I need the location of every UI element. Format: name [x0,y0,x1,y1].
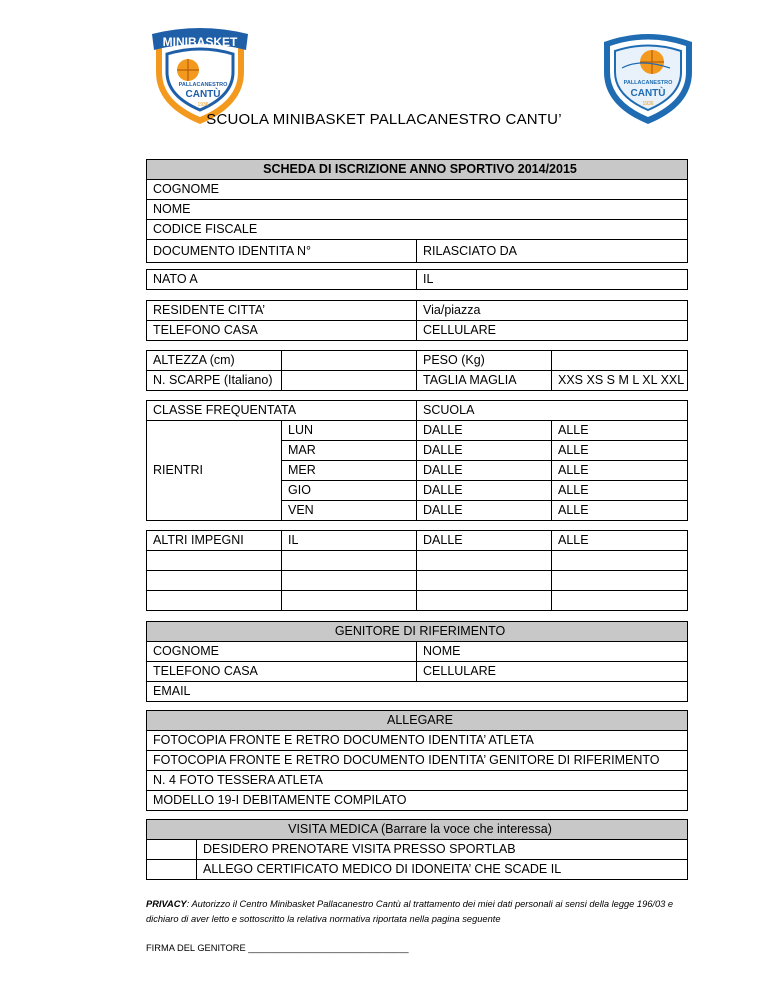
dalle-field[interactable]: DALLE [417,421,552,441]
birth-date-field[interactable]: IL [417,270,688,290]
day-mar: MAR [282,441,417,461]
peso-value[interactable] [552,351,688,371]
blank-cell[interactable] [147,591,282,611]
school-title: SCUOLA MINIBASKET PALLACANESTRO CANTU’ [206,111,562,128]
blank-cell[interactable] [147,551,282,571]
alle-field[interactable]: ALLE [552,481,688,501]
privacy-label: PRIVACY [146,899,187,909]
svg-text:1936: 1936 [642,101,654,107]
alle-field[interactable]: ALLE [552,441,688,461]
nome-field[interactable]: NOME [147,200,688,220]
birth-table [146,269,688,290]
school-schedule-table [146,400,688,521]
blank-cell[interactable] [552,551,688,571]
codice-fiscale-field[interactable]: CODICE FISCALE [147,220,688,240]
alle-field[interactable]: ALLE [552,461,688,481]
altri-impegni-table [146,530,688,611]
day-gio: GIO [282,481,417,501]
scarpe-label: N. SCARPE (Italiano) [147,371,282,391]
allegare-table [146,710,688,811]
allegare-item: FOTOCOPIA FRONTE E RETRO DOCUMENTO IDENTITA’ ATLETA [147,731,688,751]
visita-header: VISITA MEDICA (Barrare la voce che interessa) [147,820,688,840]
svg-text:1936: 1936 [197,102,209,108]
svg-text:CANTÙ: CANTÙ [630,88,666,99]
blank-cell[interactable] [282,551,417,571]
dalle-field[interactable]: DALLE [417,481,552,501]
allegare-header: ALLEGARE [147,711,688,731]
visita-checkbox[interactable] [147,860,197,880]
cellulare-field[interactable]: CELLULARE [417,321,688,341]
documento-field[interactable]: DOCUMENTO IDENTITA N° [147,240,417,263]
alle-field[interactable]: ALLE [552,531,688,551]
blank-cell[interactable] [417,551,552,571]
dalle-field[interactable]: DALLE [417,461,552,481]
blank-cell[interactable] [147,571,282,591]
cognome-field[interactable]: COGNOME [147,180,688,200]
allegare-item: FOTOCOPIA FRONTE E RETRO DOCUMENTO IDENTITA’ GENITORE DI RIFERIMENTO [147,751,688,771]
registration-table [146,159,688,263]
taglia-label: TAGLIA MAGLIA [417,371,552,391]
privacy-text: : Autorizzo il Centro Minibasket Pallacanestro Cantù al trattamento dei miei dati personali ai sensi della legge 196/03 e dichiaro di aver letto e sottoscritto la relativa normativa riportata nella pagina seguente [146,899,674,924]
genitore-table [146,621,688,702]
classe-field[interactable]: CLASSE FREQUENTATA [147,401,417,421]
taglia-options[interactable]: XXS XS S M L XL XXL [552,371,688,391]
blank-cell[interactable] [552,591,688,611]
visita-table [146,819,688,880]
via-field[interactable]: Via/piazza [417,301,688,321]
nato-a-field[interactable]: NATO A [147,270,417,290]
alle-field[interactable]: ALLE [552,501,688,521]
allegare-item: N. 4 FOTO TESSERA ATLETA [147,771,688,791]
blank-cell[interactable] [552,571,688,591]
genitore-header: GENITORE DI RIFERIMENTO [147,622,688,642]
altezza-value[interactable] [282,351,417,371]
altri-il-field[interactable]: IL [282,531,417,551]
visita-option-sportlab: DESIDERO PRENOTARE VISITA PRESSO SPORTLAB [197,840,688,860]
rientri-label: RIENTRI [147,421,282,521]
signature-line[interactable]: FIRMA DEL GENITORE _______________________________ [146,943,409,953]
svg-text:PALLACANESTRO: PALLACANESTRO [623,80,673,86]
peso-label: PESO (Kg) [417,351,552,371]
allegare-item: MODELLO 19-I DEBITAMENTE COMPILATO [147,791,688,811]
dalle-field[interactable]: DALLE [417,441,552,461]
blank-cell[interactable] [282,591,417,611]
scarpe-value[interactable] [282,371,417,391]
svg-text:MINIBASKET: MINIBASKET [162,35,238,49]
day-mer: MER [282,461,417,481]
alle-field[interactable]: ALLE [552,421,688,441]
day-ven: VEN [282,501,417,521]
genitore-nome-field[interactable]: NOME [417,642,688,662]
svg-text:PALLACANESTRO: PALLACANESTRO [178,82,228,88]
blank-cell[interactable] [417,571,552,591]
blank-cell[interactable] [417,591,552,611]
genitore-cognome-field[interactable]: COGNOME [147,642,417,662]
altezza-label: ALTEZZA (cm) [147,351,282,371]
residence-table [146,300,688,341]
privacy-notice [146,897,691,927]
rilasciato-field[interactable]: RILASCIATO DA [417,240,688,263]
genitore-email-field[interactable]: EMAIL [147,682,688,702]
residente-field[interactable]: RESIDENTE CITTA’ [147,301,417,321]
telefono-casa-field[interactable]: TELEFONO CASA [147,321,417,341]
dalle-field[interactable]: DALLE [417,531,552,551]
altri-impegni-label: ALTRI IMPEGNI [147,531,282,551]
dalle-field[interactable]: DALLE [417,501,552,521]
genitore-cellulare-field[interactable]: CELLULARE [417,662,688,682]
registration-header: SCHEDA DI ISCRIZIONE ANNO SPORTIVO 2014/2015 [147,160,688,180]
visita-option-certificato: ALLEGO CERTIFICATO MEDICO DI IDONEITA’ CHE SCADE IL [197,860,688,880]
genitore-telefono-field[interactable]: TELEFONO CASA [147,662,417,682]
scuola-field[interactable]: SCUOLA [417,401,688,421]
visita-checkbox[interactable] [147,840,197,860]
day-lun: LUN [282,421,417,441]
blank-cell[interactable] [282,571,417,591]
physical-table [146,350,688,391]
svg-text:CANTÙ: CANTÙ [185,89,221,100]
